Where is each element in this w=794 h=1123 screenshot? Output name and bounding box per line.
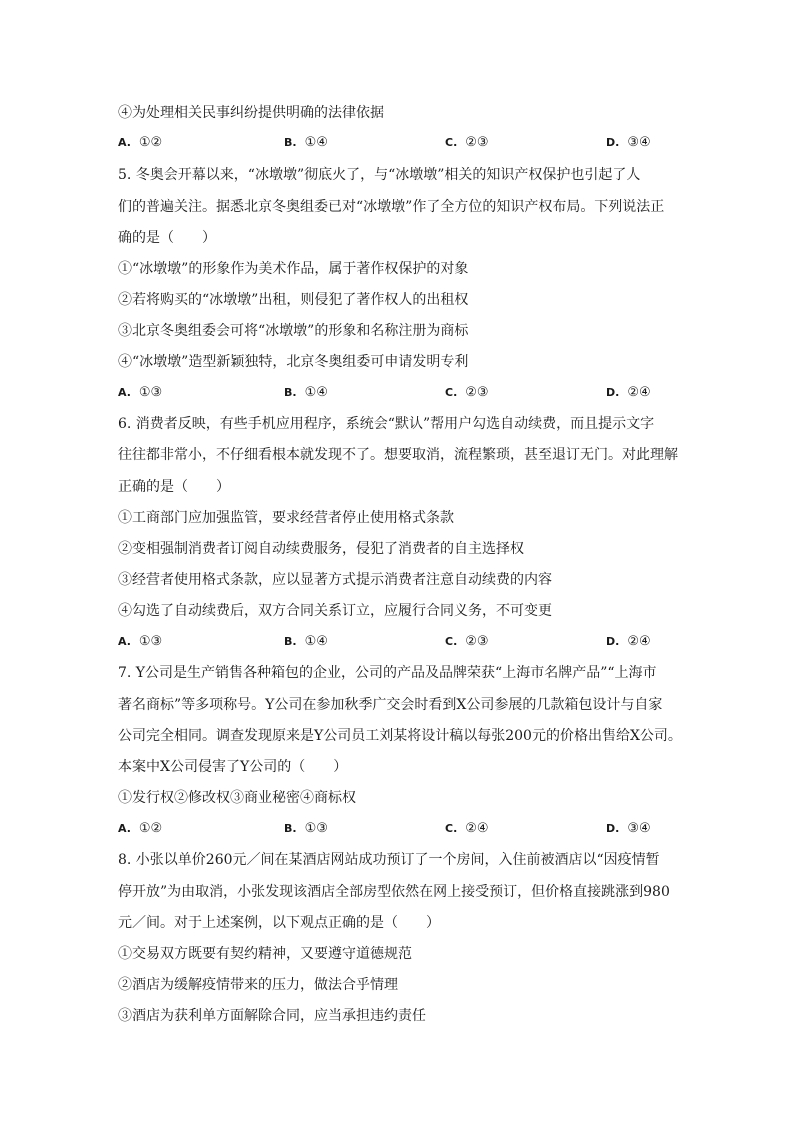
option-d: D. ③④: [606, 821, 651, 836]
option-b: B. ①④: [284, 385, 328, 400]
answer-options: [118, 133, 678, 153]
question-8-stem: 元／间。对于上述案例，以下观点正确的是（ ）: [118, 915, 440, 931]
statement: ④“冰墩墩”造型新颖独特，北京冬奥组委可申请发明专利: [118, 354, 469, 370]
question-6-stem: 往往都非常小，不仔细看根本就发现不了。想要取消，流程繁琐，甚至退订无门。对此理解: [118, 447, 678, 463]
option-d: D. ②④: [606, 385, 651, 400]
option-b: B. ①③: [284, 821, 328, 836]
statement-4: ④为处理相关民事纠纷提供明确的法律依据: [118, 105, 384, 121]
question-7-stem: 公司完全相同。调查发现原来是Y公司员工刘某将设计稿以每张200元的价格出售给X公司。: [118, 728, 682, 744]
statement: ①发行权②修改权③商业秘密④商标权: [118, 790, 356, 806]
question-7-stem: 本案中X公司侵害了Y公司的（ ）: [118, 759, 348, 775]
question-5-stem: 5. 冬奥会开幕以来，“冰墩墩”彻底火了，与“冰墩墩”相关的知识产权保护也引起了人: [118, 167, 641, 183]
statement: ②若将购买的“冰墩墩”出租，则侵犯了著作权人的出租权: [118, 292, 469, 308]
question-7-stem: 7. Y公司是生产销售各种箱包的企业，公司的产品及品牌荣获“上海市名牌产品”“上海市: [118, 665, 657, 681]
statement: ②酒店为缓解疫情带来的压力，做法合乎情理: [118, 977, 398, 993]
option-d: D. ②④: [606, 634, 651, 649]
option-c: C. ②③: [445, 135, 489, 150]
answer-options: [118, 819, 678, 839]
answer-options: [118, 632, 678, 652]
option-a: A. ①③: [118, 634, 163, 649]
option-c: C. ②③: [445, 634, 489, 649]
question-6-stem: 6. 消费者反映，有些手机应用程序，系统会“默认”帮用户勾选自动续费，而且提示文字: [118, 416, 655, 432]
answer-options: [118, 383, 678, 403]
option-c: C. ②④: [445, 821, 489, 836]
option-a: A. ①②: [118, 821, 163, 836]
statement: ③酒店为获利单方面解除合同，应当承担违约责任: [118, 1008, 426, 1024]
statement: ③经营者使用格式条款，应以显著方式提示消费者注意自动续费的内容: [118, 572, 552, 588]
option-a: A. ①②: [118, 135, 163, 150]
statement: ④勾选了自动续费后，双方合同关系订立，应履行合同义务，不可变更: [118, 603, 552, 619]
question-7-stem: 著名商标”等多项称号。Y公司在参加秋季广交会时看到X公司参展的几款箱包设计与自家: [118, 697, 663, 713]
question-6-stem: 正确的是（ ）: [118, 479, 230, 495]
statement: ③北京冬奥组委会可将“冰墩墩”的形象和名称注册为商标: [118, 323, 469, 339]
option-b: B. ①④: [284, 135, 328, 150]
option-d: D. ③④: [606, 135, 651, 150]
statement: ①工商部门应加强监管，要求经营者停止使用格式条款: [118, 510, 454, 526]
question-8-stem: 8. 小张以单价260元／间在某酒店网站成功预订了一个房间，入住前被酒店以“因疫情暂: [118, 852, 660, 868]
option-b: B. ①④: [284, 634, 328, 649]
statement: ①“冰墩墩”的形象作为美术作品，属于著作权保护的对象: [118, 261, 469, 277]
statement: ①交易双方既要有契约精神，又要遵守道德规范: [118, 946, 412, 962]
option-c: C. ②③: [445, 385, 489, 400]
question-5-stem: 确的是（ ）: [118, 230, 216, 246]
statement: ②变相强制消费者订阅自动续费服务，侵犯了消费者的自主选择权: [118, 541, 524, 557]
question-5-stem: 们的普遍关注。据悉北京冬奥组委已对“冰墩墩”作了全方位的知识产权布局。下列说法正: [118, 199, 665, 215]
question-8-stem: 停开放”为由取消，小张发现该酒店全部房型依然在网上接受预订，但价格直接跳涨到980: [118, 884, 670, 900]
option-a: A. ①③: [118, 385, 163, 400]
